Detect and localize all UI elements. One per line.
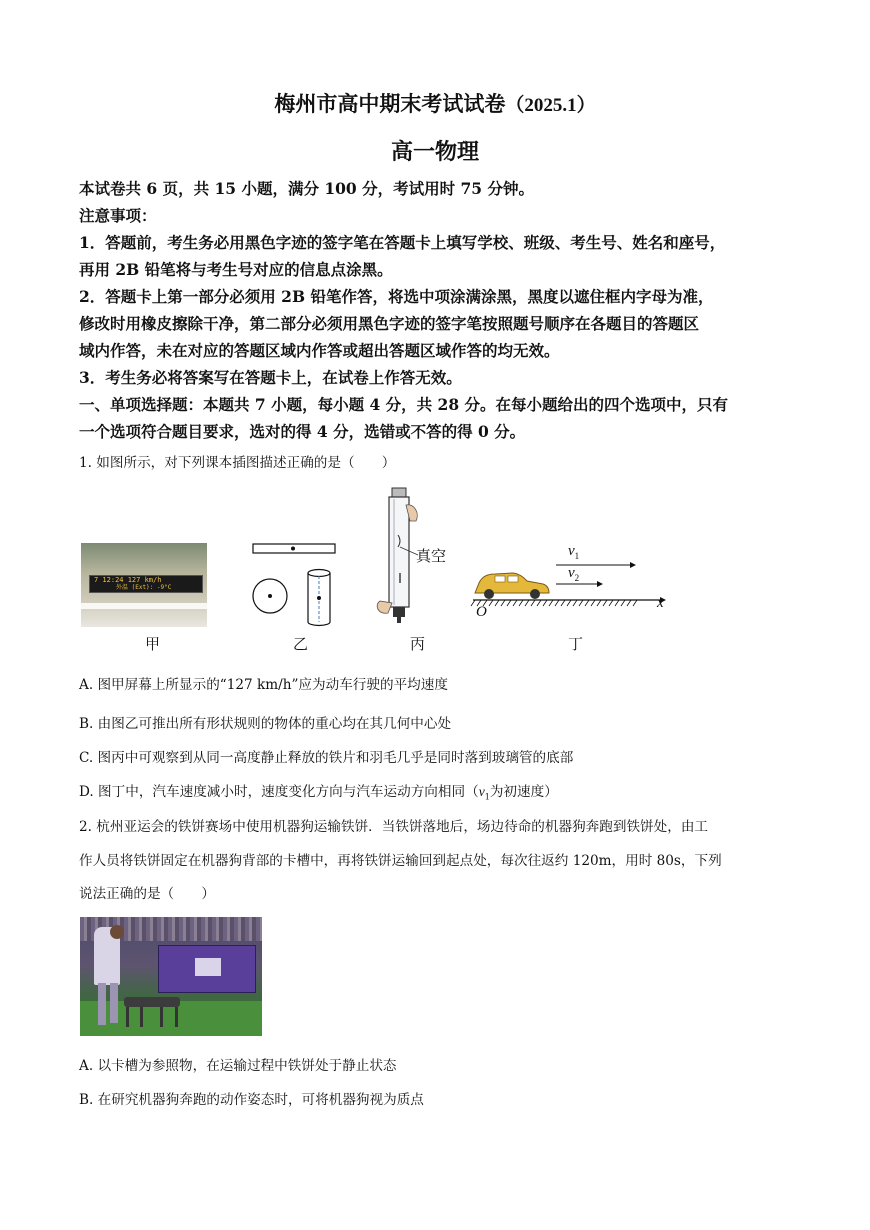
notice-3: 3．考生务必将答案写在答题卡上，在试卷上作答无效。 (79, 368, 462, 387)
q1-option-d-post: 为初速度） (489, 784, 558, 800)
staff-head (110, 925, 124, 939)
ceiling-light (81, 603, 207, 609)
cylinder-center-dot (317, 596, 321, 600)
q1-option-b: B. 由图乙可推出所有形状规则的物体的重心均在其几何中心处 (79, 716, 452, 732)
notice-2c: 域内作答，未在对应的答题区域内作答或超出答题区域作答的均无效。 (79, 341, 560, 360)
q1-stem: 1. 如图所示，对下列课本插图描述正确的是（ ） (79, 455, 396, 471)
fig-label-yi: 乙 (293, 635, 309, 653)
train-screen-display (89, 575, 203, 593)
section-heading-1: 一、单项选择题：本题共 7 小题，每小题 4 分，共 28 分。在每小题给出的四个选项中，只有 (79, 395, 729, 414)
intro-line: 本试卷共 6 页，共 15 小题，满分 100 分，考试用时 75 分钟。 (79, 179, 534, 198)
q2-stem-3: 说法正确的是（ ） (79, 886, 215, 902)
rod-center-dot (291, 547, 295, 551)
q1-option-c: C. 图丙中可观察到从同一高度静止释放的铁片和羽毛几乎是同时落到玻璃管的底部 (79, 750, 574, 766)
vacuum-tube-figure (370, 485, 460, 630)
disk-center-dot (268, 594, 272, 598)
exam-title-text: 梅州市高中期末考试试卷 (274, 91, 506, 116)
fig-label-jia: 甲 (145, 635, 161, 653)
section-heading-2: 一个选项符合题目要求，选对的得 4 分，选错或不答的得 0 分。 (79, 422, 526, 441)
car-wheel-rear (484, 589, 494, 599)
notice-2b: 修改时用橡皮擦除干净，第二部分必须用黑色字迹的签字笔按照题号顺序在各题目的答题区 (79, 314, 700, 333)
cylinder-top (308, 570, 330, 577)
exam-subject: 高一物理 (390, 139, 479, 165)
vacuum-label: 真空 (416, 547, 447, 565)
q2-option-b: B. 在研究机器狗奔跑的动作姿态时，可将机器狗视为质点 (79, 1092, 424, 1108)
q1-option-d-pre: D. 图丁中，汽车速度减小时，速度变化方向与汽车运动方向相同（ (79, 784, 479, 800)
origin-label: O (476, 604, 487, 620)
q2-stem-2: 作人员将铁饼固定在机器狗背部的卡槽中，再将铁饼运输回到起点处，每次往返约 120m，用时 80s，下列 (79, 853, 722, 869)
robot-dog-icon (124, 997, 180, 1007)
v1-symbol: v (568, 543, 575, 559)
notice-1a: 1．答题前，考生务必用黑色字迹的签字笔在答题卡上填写学校、班级、考生号、姓名和座号， (79, 233, 726, 252)
robot-dog-photo (80, 917, 262, 1036)
q1-option-d-v: v (478, 784, 485, 799)
v2-label (568, 565, 579, 583)
train-screen-text-1: 7 12:24 127 km/h (94, 576, 162, 584)
exam-title-year: （2025.1） (505, 95, 596, 116)
fig-label-ding: 丁 (568, 635, 584, 653)
notice-2a: 2．答题卡上第一部分必须用 2B 铅笔作答，将选中项涂满涂黑，黑度以遮住框内字母为准， (79, 287, 714, 306)
notice-1b: 再用 2B 铅笔将与考生号对应的信息点涂黑。 (79, 260, 393, 279)
v1-subscript: 1 (574, 551, 580, 561)
stadium-screen (158, 945, 256, 993)
hand-bottom-icon (377, 601, 392, 613)
q1-option-a: A. 图甲屏幕上所显示的“127 km/h”应为动车行驶的平均速度 (79, 677, 448, 693)
tube-base (393, 607, 405, 617)
x-axis-label: x (657, 595, 664, 611)
v2-symbol: v (568, 565, 575, 581)
q2-stem-1: 2. 杭州亚运会的铁饼赛场中使用机器狗运输铁饼．当铁饼落地后，场边待命的机器狗奔跑到铁饼处，由工 (79, 819, 709, 835)
car-wheel-front (530, 589, 540, 599)
center-of-gravity-figure (245, 540, 345, 630)
q2-option-a: A. 以卡槽为参照物，在运输过程中铁饼处于静止状态 (79, 1058, 397, 1074)
q1-option-d (79, 780, 558, 802)
notice-heading: 注意事项： (79, 206, 157, 225)
train-screen-photo (81, 543, 207, 627)
fig-label-bing: 丙 (410, 635, 426, 653)
train-screen-text-2: 外温 (Ext): -9°C (116, 584, 172, 591)
v2-subscript: 2 (574, 573, 580, 583)
exam-title (0, 88, 870, 118)
v1-label (568, 543, 579, 561)
q1-option-d-sub: 1 (484, 792, 490, 802)
glass-tube (389, 497, 409, 607)
